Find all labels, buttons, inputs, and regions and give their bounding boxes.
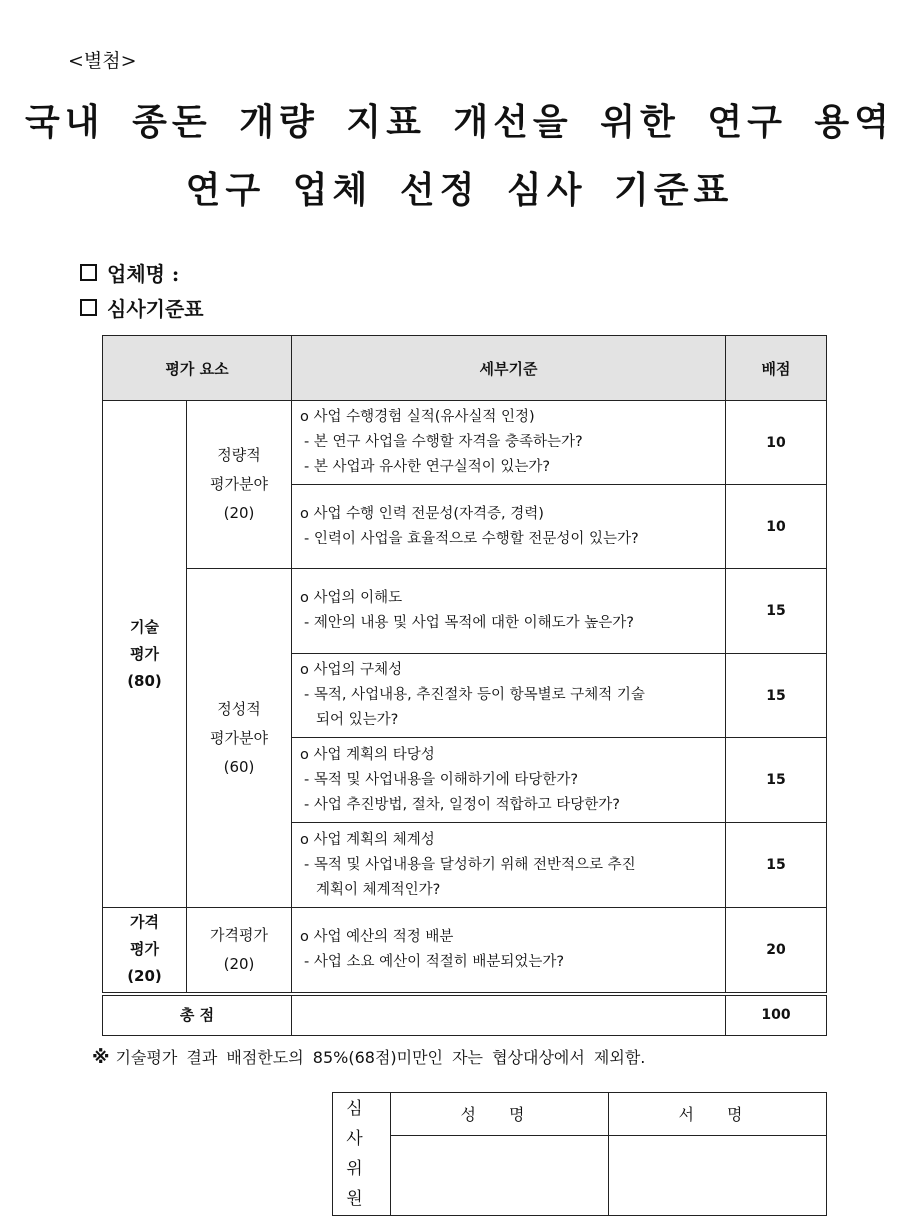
criteria-heading: o 사업 계획의 타당성 (300, 746, 435, 763)
quant-label-3: (20) (223, 504, 255, 522)
criteria-label: 심사기준표 (107, 297, 204, 321)
checkbox-icon (80, 299, 97, 316)
header-criteria: 세부기준 (292, 336, 726, 401)
criteria-heading: o 사업의 이해도 (300, 590, 403, 606)
criteria-detail: - 목적, 사업내용, 추진절차 등이 항목별로 구체적 기술 (304, 687, 645, 703)
total-score: 100 (726, 994, 827, 1036)
tech-label-3: (80) (127, 671, 162, 690)
qual-label-1: 정성적 (217, 699, 261, 718)
score-cell: 10 (726, 401, 827, 485)
criteria-detail: - 사업 소요 예산이 적절히 배분되었는가? (304, 953, 565, 970)
price-label-3: (20) (127, 967, 162, 986)
criteria-detail: - 본 사업과 유사한 연구실적이 있는가? (304, 459, 551, 475)
price-field-cell (187, 908, 292, 994)
score-cell: 15 (726, 823, 827, 908)
total-empty-cell (292, 994, 726, 1036)
price-label-1: 가격 (130, 913, 159, 932)
criteria-heading: o 사업 수행경험 실적(유사실적 인정) (300, 409, 535, 425)
name-header: 성 명 (391, 1093, 609, 1136)
criteria-detail: 되어 있는가? (316, 712, 399, 728)
signature-table (332, 1092, 827, 1216)
footnote (92, 1045, 645, 1068)
price-sub-label-2: (20) (223, 954, 255, 973)
header-element: 평가 요소 (103, 336, 292, 401)
criteria-detail: - 제안의 내용 및 사업 목적에 대한 이해도가 높은가? (304, 615, 634, 631)
criteria-cell (292, 908, 726, 994)
document-title-line2: 연구 업체 선정 심사 기준표 (185, 170, 734, 211)
criteria-detail: - 본 연구 사업을 수행할 자격을 충족하는가? (304, 434, 583, 450)
criteria-detail: 계획이 체계적인가? (316, 881, 441, 898)
attachment-label: <별첨> (68, 50, 137, 72)
criteria-detail: - 사업 추진방법, 절차, 일정이 적합하고 타당한가? (304, 796, 620, 813)
criteria-detail: - 인력이 사업을 효율적으로 수행할 전문성이 있는가? (304, 530, 639, 547)
reviewer-role-2: 위원 (346, 1159, 377, 1209)
note-text: 기술평가 결과 배점한도의 85%(68점)미만인 자는 협상대상에서 제외함. (115, 1048, 646, 1067)
score-cell: 10 (726, 485, 827, 569)
tech-label-1: 기술 (130, 617, 159, 636)
price-sub-label-1: 가격평가 (210, 925, 268, 944)
criteria-cell (292, 738, 726, 823)
tech-label-2: 평가 (130, 644, 159, 663)
evaluation-table (102, 335, 827, 1036)
criteria-cell (292, 654, 726, 738)
criteria-item (80, 293, 204, 322)
tech-evaluation-cell (103, 401, 187, 908)
criteria-heading: o 사업의 구체성 (300, 662, 403, 678)
note-mark: ※ (92, 1047, 110, 1068)
company-name-label: 업체명 : (107, 262, 180, 286)
criteria-cell (292, 569, 726, 654)
name-field[interactable] (391, 1135, 609, 1215)
company-name-item (80, 258, 179, 287)
criteria-cell (292, 485, 726, 569)
score-cell: 20 (726, 908, 827, 994)
signature-field[interactable] (609, 1135, 827, 1215)
reviewer-role-1: 심사 (346, 1099, 377, 1149)
total-label: 총 점 (103, 994, 292, 1036)
qual-field-cell (187, 569, 292, 908)
price-label-2: 평가 (130, 940, 159, 959)
score-cell: 15 (726, 569, 827, 654)
criteria-cell (292, 823, 726, 908)
quant-label-1: 정량적 (217, 446, 261, 464)
criteria-detail: - 목적 및 사업내용을 달성하기 위해 전반적으로 추진 (304, 856, 636, 873)
score-cell: 15 (726, 738, 827, 823)
criteria-heading: o 사업 예산의 적정 배분 (300, 928, 454, 945)
quant-field-cell (187, 401, 292, 569)
price-evaluation-cell (103, 908, 187, 994)
qual-label-2: 평가분야 (210, 728, 268, 747)
criteria-heading: o 사업 수행 인력 전문성(자격증, 경력) (300, 505, 544, 522)
quant-label-2: 평가분야 (210, 475, 268, 493)
reviewer-role-cell (333, 1093, 391, 1216)
criteria-detail: - 목적 및 사업내용을 이해하기에 타당한가? (304, 771, 579, 788)
header-score: 배점 (726, 336, 827, 401)
qual-label-3: (60) (223, 757, 255, 776)
criteria-heading: o 사업 계획의 체계성 (300, 831, 435, 848)
criteria-cell (292, 401, 726, 485)
document-title-line1: 국내 종돈 개량 지표 개선을 위한 연구 용역 (25, 102, 894, 143)
checkbox-icon (80, 264, 97, 281)
score-cell: 15 (726, 654, 827, 738)
signature-header: 서 명 (609, 1093, 827, 1136)
